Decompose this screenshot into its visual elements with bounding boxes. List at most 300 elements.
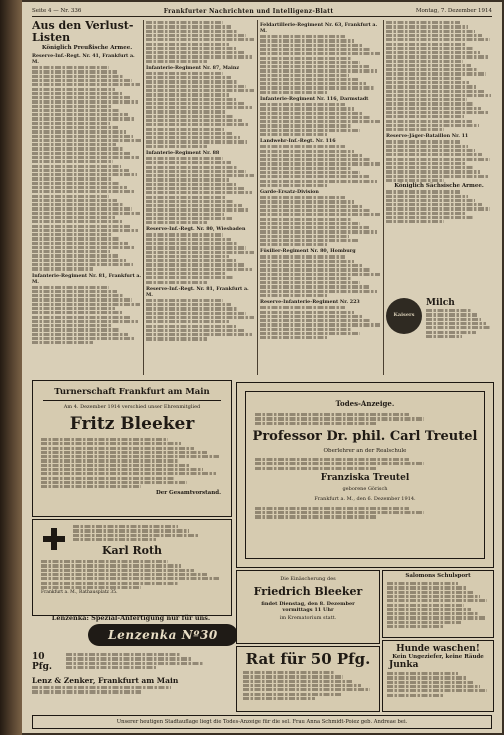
print-line (260, 162, 380, 165)
lenzenka-address (32, 686, 230, 693)
issue-date: Montag, 7. Dezember 1914 (415, 8, 492, 14)
print-line (146, 325, 236, 328)
print-line (146, 268, 252, 271)
print-line (260, 167, 352, 170)
print-line (32, 130, 126, 133)
casualty-text-block (386, 21, 492, 131)
print-line (260, 209, 371, 212)
print-line (41, 447, 194, 450)
widow-name: Franziska Treutel (320, 472, 410, 483)
print-line (146, 102, 244, 105)
print-line (260, 222, 360, 225)
section-heading: Infanterie-Regiment Nr. 87, Mainz (146, 64, 240, 71)
print-line (243, 675, 343, 678)
rat-text (237, 668, 379, 703)
print-line (386, 175, 488, 178)
print-line (32, 165, 121, 168)
print-line (260, 235, 349, 238)
casualty-text-block (260, 255, 382, 297)
section-heading: Infanterie-Regiment Nr. 116, Darmstadt (260, 95, 369, 102)
print-line (386, 85, 476, 88)
print-line (386, 216, 473, 219)
print-line (386, 81, 469, 84)
print-line (260, 145, 345, 148)
print-line (386, 43, 466, 46)
notice-date: Frankfurt a. M., den 6. Dezember 1914. (314, 495, 416, 502)
print-line (386, 195, 468, 198)
print-line (260, 260, 354, 263)
print-line (260, 213, 380, 216)
print-line (387, 616, 485, 619)
column-1 (32, 20, 142, 375)
print-line (146, 263, 244, 266)
print-line (146, 80, 238, 83)
print-line (32, 70, 117, 73)
print-line (41, 442, 181, 445)
print-line (243, 688, 370, 691)
print-line (260, 78, 358, 81)
print-line (260, 273, 380, 276)
print-line (386, 149, 475, 152)
print-line (260, 315, 362, 318)
print-line (32, 333, 128, 336)
column-rule (143, 20, 144, 375)
milk-title: Milch (426, 298, 455, 308)
hunde-headline: Hunde waschen! (396, 644, 480, 654)
print-line (73, 534, 199, 537)
print-line (146, 299, 223, 302)
print-line (386, 124, 479, 127)
print-line (386, 34, 482, 37)
casualty-text-block (146, 233, 256, 283)
print-line (260, 277, 352, 280)
casualty-text-block (32, 286, 142, 345)
print-line (146, 170, 246, 173)
print-line (386, 25, 468, 28)
print-line (243, 671, 334, 674)
print-line (146, 316, 254, 319)
print-line (146, 238, 231, 241)
print-line (386, 162, 466, 165)
obituary-text (33, 438, 231, 488)
print-line (260, 294, 327, 297)
column-3 (260, 20, 382, 375)
print-line (32, 92, 122, 95)
lenzenka-ad (32, 614, 230, 622)
lenzenka-price: 10 Pfg. (32, 652, 53, 672)
print-line (146, 200, 234, 203)
signature: Der Gesamtvorstand. (155, 490, 221, 497)
print-line (255, 413, 409, 416)
print-line (146, 281, 207, 284)
print-line (32, 246, 135, 249)
casualty-text-block (32, 66, 142, 270)
print-line (386, 72, 486, 75)
print-line (260, 264, 362, 267)
print-line (255, 458, 409, 461)
print-line (146, 187, 244, 190)
print-line (32, 83, 140, 86)
print-line (146, 272, 226, 275)
print-line (66, 666, 156, 669)
print-line (426, 331, 476, 334)
print-line (260, 328, 352, 331)
print-line (32, 109, 120, 112)
print-line (386, 90, 484, 93)
army-subhead: Königlich Sächsische Armee. (394, 183, 484, 190)
casualty-text-block (146, 157, 256, 224)
print-line (260, 48, 371, 51)
iron-cross-icon (43, 528, 65, 550)
print-line (146, 110, 226, 113)
print-line (146, 136, 240, 139)
print-line (255, 417, 424, 420)
section-heading: Reserve-Inf.-Regt. Nr. 80, Wiesbaden (146, 226, 246, 233)
print-line (41, 472, 216, 475)
print-line (32, 126, 118, 129)
print-line (146, 213, 224, 216)
deceased-name: Fritz Bleeker (69, 414, 195, 434)
print-line (146, 183, 236, 186)
print-line (260, 74, 349, 77)
print-line (260, 103, 345, 106)
print-line (146, 246, 246, 249)
print-line (146, 106, 252, 109)
print-line (146, 174, 254, 177)
print-line (146, 34, 246, 37)
print-line (426, 335, 462, 338)
print-line (146, 208, 249, 211)
print-line (255, 507, 409, 510)
print-line (146, 38, 254, 41)
print-line (386, 179, 444, 182)
print-line (32, 75, 124, 78)
print-line (386, 77, 461, 80)
print-line (41, 438, 168, 441)
print-line (386, 51, 480, 54)
print-line (146, 312, 246, 315)
print-line (260, 226, 369, 229)
print-line (32, 298, 132, 301)
print-line (146, 119, 242, 122)
print-line (146, 251, 254, 254)
print-line (260, 184, 327, 187)
print-line (255, 467, 376, 470)
print-line (146, 21, 223, 24)
print-line (243, 697, 315, 700)
print-line (66, 662, 204, 665)
print-line (32, 337, 135, 340)
print-line (32, 186, 127, 189)
print-line (386, 207, 490, 210)
casualty-text-block (260, 145, 382, 187)
print-line (32, 320, 138, 323)
print-line (386, 60, 463, 63)
print-line (386, 166, 473, 169)
print-line (146, 89, 254, 92)
print-line (260, 129, 360, 132)
print-line (260, 150, 354, 153)
kaisers-badge-text: Kaisers (393, 312, 415, 318)
intro-line: Am 4. Dezember 1914 verschied unser Ehrenmitglied (63, 404, 201, 410)
masthead: Frankfurter Nachrichten und Intelligenz-Blatt (163, 7, 334, 15)
print-line (260, 82, 366, 85)
print-line (387, 685, 480, 688)
print-line (426, 313, 477, 316)
casualty-text-block (146, 21, 256, 63)
casualty-text-block (260, 196, 382, 246)
print-line (260, 171, 360, 174)
print-line (386, 220, 444, 223)
print-line (146, 178, 229, 181)
print-line (146, 233, 223, 236)
print-line (146, 337, 207, 340)
print-line (387, 672, 458, 675)
print-line (260, 268, 371, 271)
print-line (146, 93, 229, 96)
print-line (146, 43, 229, 46)
milk-ad (426, 298, 492, 339)
funeral-intro: Die Einäscherung des (280, 576, 336, 582)
print-line (260, 285, 369, 288)
print-line (386, 30, 475, 33)
print-line (32, 233, 112, 236)
lenzenka-body (32, 652, 230, 695)
column-rule (383, 20, 384, 375)
casualty-text-block (386, 140, 492, 182)
print-line (386, 145, 468, 148)
print-line (41, 586, 141, 589)
print-line (146, 161, 231, 164)
print-line (426, 326, 491, 329)
print-line (260, 281, 360, 284)
rat-ad (236, 646, 380, 712)
print-line (32, 135, 133, 138)
print-line (41, 459, 178, 462)
print-line (32, 290, 117, 293)
print-line (41, 582, 178, 585)
lenzenka-company: Lenz & Zenker, Frankfurt am Main (32, 676, 179, 685)
print-line (146, 157, 223, 160)
print-line (387, 621, 461, 624)
print-line (41, 455, 219, 458)
print-line (146, 333, 252, 336)
print-line (386, 38, 490, 41)
rat-headline: Rat für 50 Pfg. (245, 650, 371, 668)
print-line (146, 255, 229, 258)
turnerschaft-obituary (32, 380, 232, 517)
print-line (255, 462, 424, 465)
print-line (386, 94, 491, 97)
print-line (243, 684, 361, 687)
print-line (260, 57, 352, 60)
print-line (32, 173, 137, 176)
notice-title: Todes-Anzeige. (335, 399, 395, 408)
print-line (32, 143, 116, 146)
print-line (32, 324, 112, 327)
print-line (146, 72, 223, 75)
page-label: Seite 4 — Nr. 336 (32, 8, 82, 14)
print-line (260, 86, 375, 89)
print-line (66, 653, 181, 656)
print-line (32, 212, 140, 215)
print-line (260, 175, 369, 178)
print-line (73, 529, 189, 532)
print-line (260, 52, 380, 55)
small-ad-text (383, 579, 493, 631)
print-line (387, 595, 480, 598)
print-line (426, 322, 486, 325)
print-line (32, 311, 122, 314)
print-line (386, 199, 475, 202)
casualty-text-block (260, 35, 382, 94)
print-line (32, 229, 138, 232)
print-line (260, 319, 371, 322)
print-line (386, 21, 460, 24)
hunde-brand: Junka (389, 660, 419, 670)
page-header (32, 6, 492, 17)
print-line (260, 200, 354, 203)
print-line (260, 65, 369, 68)
print-line (386, 120, 472, 123)
print-line (386, 111, 489, 114)
print-line (41, 464, 190, 467)
print-line (32, 182, 119, 185)
print-line (255, 422, 376, 425)
print-line (32, 169, 129, 172)
print-line (146, 115, 234, 118)
roth-obituary (32, 519, 232, 616)
print-line (32, 254, 118, 257)
print-line (32, 203, 124, 206)
print-line (387, 625, 443, 628)
print-line (146, 132, 232, 135)
print-line (386, 140, 460, 143)
print-line (146, 98, 236, 101)
print-line (32, 237, 120, 240)
section-heading: Reserve-Inf.-Regt. Nr. 41, Frankfurt a. M. (32, 53, 135, 65)
print-line (260, 290, 377, 293)
print-line (260, 69, 377, 72)
section-heading: Reserve-Inf.-Regt. Nr. 81, Frankfurt a. M. (146, 285, 249, 298)
print-line (146, 47, 236, 50)
print-line (386, 55, 488, 58)
print-line (387, 604, 464, 607)
lenzenka-heading: Lenzenka: Spezial-Anfertigung nur für uns. (51, 614, 211, 622)
print-line (32, 307, 115, 310)
print-line (41, 569, 194, 572)
print-line (386, 98, 467, 101)
print-line (386, 128, 444, 131)
print-line (260, 230, 377, 233)
deceased-name: Karl Roth (101, 544, 163, 558)
print-line (260, 35, 345, 38)
print-line (146, 329, 244, 332)
print-line (32, 199, 117, 202)
print-line (386, 170, 480, 173)
print-line (387, 681, 473, 684)
section-heading: Feldartillerie-Regiment Nr. 63, Frankfurt a. M. (260, 22, 378, 34)
print-line (260, 306, 345, 309)
print-line (387, 582, 458, 585)
print-line (426, 309, 472, 312)
section-heading: Garde-Ersatz-Division (260, 189, 319, 195)
print-line (386, 107, 481, 110)
bleeker-funeral-notice (236, 570, 380, 644)
print-line (386, 68, 478, 71)
print-line (387, 689, 487, 692)
print-line (260, 255, 345, 258)
print-line (146, 76, 231, 79)
print-line (260, 196, 345, 199)
print-line (32, 88, 115, 91)
print-line (260, 158, 371, 161)
hunde-text (383, 670, 493, 699)
print-line (32, 79, 132, 82)
print-line (41, 451, 207, 454)
treutel-death-notice (236, 382, 494, 568)
milk-ad-text (426, 309, 492, 338)
print-line (260, 61, 360, 64)
print-line (387, 676, 466, 679)
casualty-text-block (146, 299, 256, 341)
loss-list-headline: Aus den Verlust-Listen (32, 20, 134, 44)
print-line (260, 91, 327, 94)
supplement-notice (32, 715, 492, 729)
print-line (260, 120, 380, 123)
print-line (32, 122, 110, 125)
print-line (32, 303, 140, 306)
print-line (146, 303, 231, 306)
section-heading: Infanterie-Regiment Nr. 88 (146, 149, 220, 156)
print-line (386, 153, 482, 156)
print-line (260, 311, 354, 314)
print-line (73, 538, 156, 541)
army-subhead: Königlich Preußische Armee. (41, 45, 133, 51)
print-line (260, 323, 380, 326)
print-line (146, 123, 249, 126)
print-line (146, 85, 246, 88)
print-line (32, 316, 130, 319)
print-line (260, 112, 362, 115)
print-line (32, 113, 128, 116)
print-line (146, 217, 232, 220)
print-line (260, 205, 362, 208)
print-line (260, 239, 358, 242)
print-line (146, 221, 207, 224)
section-heading: Reserve-Infanterie-Regiment Nr. 223 (260, 299, 360, 306)
print-line (32, 139, 141, 142)
print-line (387, 599, 487, 602)
print-line (243, 680, 352, 683)
casualty-text-block (386, 190, 492, 223)
section-heading: Reserve-Jäger-Bataillon Nr. 11 (386, 133, 469, 140)
small-ad-heading: Salomons Schulsport (405, 573, 471, 579)
obituary-text (33, 560, 231, 589)
kaisers-badge-icon (386, 298, 422, 334)
small-ad (382, 570, 494, 638)
newspaper-page (22, 2, 502, 733)
section-heading: Füsilier-Regiment Nr. 80, Homburg (260, 248, 356, 255)
print-line (41, 481, 187, 484)
print-line (387, 612, 478, 615)
print-line (32, 160, 113, 163)
print-line (146, 276, 234, 279)
print-line (146, 51, 244, 54)
print-line (32, 259, 126, 262)
book-binding (0, 0, 22, 735)
print-line (146, 320, 229, 323)
